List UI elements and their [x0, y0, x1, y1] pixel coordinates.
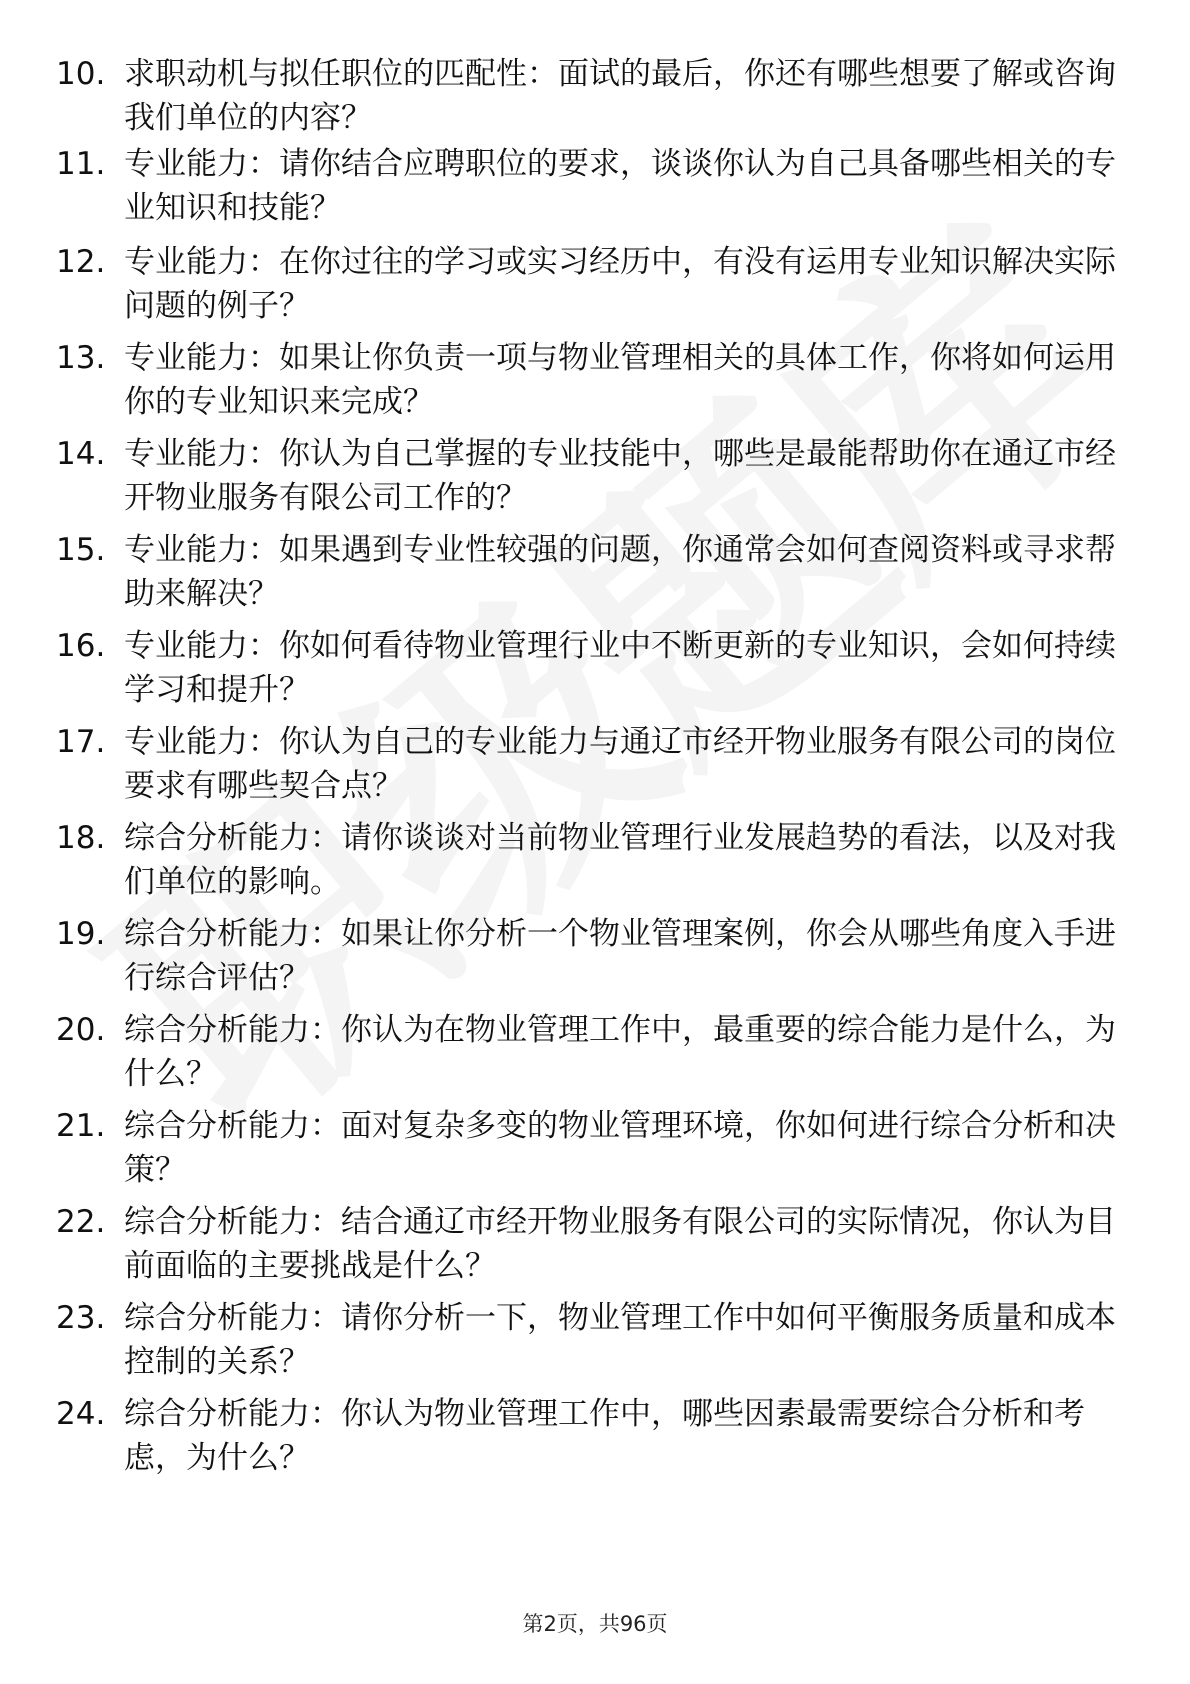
- question-number: 16.: [56, 628, 106, 664]
- question-number: 23.: [56, 1300, 106, 1336]
- question-text: 综合分析能力：你认为物业管理工作中，哪些因素最需要综合分析和考虑，为什么？: [124, 1396, 1085, 1476]
- page-number-label: 第2页，共96页: [522, 1612, 668, 1636]
- question-number: 14.: [56, 436, 106, 472]
- question-number: 24.: [56, 1396, 106, 1432]
- question-item: [56, 1008, 1136, 1096]
- question-text: 专业能力：你认为自己的专业能力与通辽市经开物业服务有限公司的岗位要求有哪些契合点？: [124, 724, 1116, 804]
- question-text: 综合分析能力：请你谈谈对当前物业管理行业发展趋势的看法，以及对我们单位的影响。: [124, 820, 1116, 900]
- question-item: [56, 720, 1136, 808]
- page-footer: [0, 1608, 1190, 1638]
- question-number: 20.: [56, 1012, 106, 1048]
- question-text: 专业能力：你认为自己掌握的专业技能中，哪些是最能帮助你在通辽市经开物业服务有限公司工作的？: [124, 436, 1116, 516]
- question-item: [56, 912, 1136, 1000]
- question-number: 13.: [56, 340, 106, 376]
- question-item: [56, 1296, 1136, 1384]
- question-number: 10.: [56, 56, 106, 92]
- question-item: [56, 432, 1136, 520]
- question-text: 专业能力：你如何看待物业管理行业中不断更新的专业知识，会如何持续学习和提升？: [124, 628, 1116, 708]
- question-text: 专业能力：如果遇到专业性较强的问题，你通常会如何查阅资料或寻求帮助来解决？: [124, 532, 1116, 612]
- question-item: [56, 1392, 1136, 1480]
- question-number: 15.: [56, 532, 106, 568]
- question-text: 专业能力：如果让你负责一项与物业管理相关的具体工作，你将如何运用你的专业知识来完成？: [124, 340, 1116, 420]
- question-number: 21.: [56, 1108, 106, 1144]
- question-number: 12.: [56, 244, 106, 280]
- question-text: 专业能力：在你过往的学习或实习经历中，有没有运用专业知识解决实际问题的例子？: [124, 244, 1116, 324]
- question-item: [56, 1104, 1136, 1192]
- question-text: 综合分析能力：你认为在物业管理工作中，最重要的综合能力是什么，为什么？: [124, 1012, 1116, 1092]
- question-item: [56, 240, 1136, 328]
- question-item: [56, 624, 1136, 712]
- question-number: 17.: [56, 724, 106, 760]
- question-text: 求职动机与拟任职位的匹配性：面试的最后，你还有哪些想要了解或咨询我们单位的内容？: [124, 56, 1116, 136]
- question-item: [56, 528, 1136, 616]
- question-text: 综合分析能力：如果让你分析一个物业管理案例，你会从哪些角度入手进行综合评估？: [124, 916, 1116, 996]
- question-text: 综合分析能力：面对复杂多变的物业管理环境，你如何进行综合分析和决策？: [124, 1108, 1116, 1188]
- question-text: 综合分析能力：结合通辽市经开物业服务有限公司的实际情况，你认为目前面临的主要挑战是什么？: [124, 1204, 1116, 1284]
- question-number: 19.: [56, 916, 106, 952]
- question-number: 22.: [56, 1204, 106, 1240]
- question-item: [56, 336, 1136, 424]
- question-item: [56, 816, 1136, 904]
- question-item: [56, 1200, 1136, 1288]
- question-text: 综合分析能力：请你分析一下，物业管理工作中如何平衡服务质量和成本控制的关系？: [124, 1300, 1116, 1380]
- question-item: [56, 52, 1136, 140]
- question-number: 18.: [56, 820, 106, 856]
- question-number: 11.: [56, 146, 106, 182]
- question-text: 专业能力：请你结合应聘职位的要求，谈谈你认为自己具备哪些相关的专业知识和技能？: [124, 146, 1116, 226]
- question-item: [56, 142, 1136, 230]
